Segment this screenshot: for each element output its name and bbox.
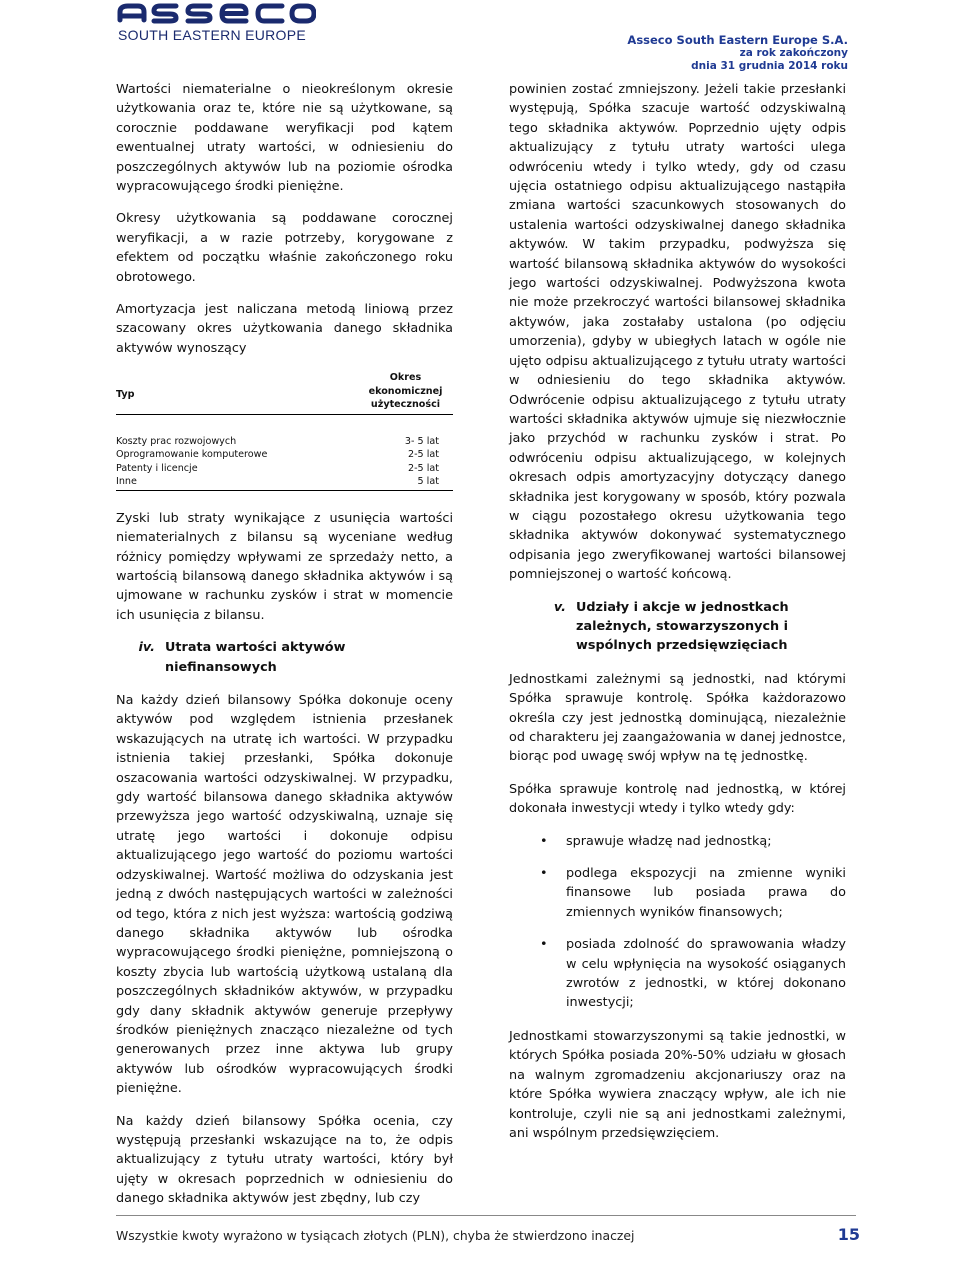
paragraph: Na każdy dzień bilansowy Spółka dokonuje oceny aktywów pod względem istnienia przesłanek wskazujących na utratę ich wartości. W przypadku istnienia takiej przesłanki, Spółka dokonuje oszacowania wartości odzyskiwalnej. W przypadku, gdy wartość bilansowa danego składnika aktywów przewyższa jego wartość odzyskiwalną, uznaje się utratę jego wartości i dokonuje odpisu aktualizującego jego wartość do poziomu wartości odzyskiwalnej. Wartość możliwa do odzyskania jest jedną z dwóch następujących wartości w zależności od tego, która z nich jest wyższa: wartością godziwą danego składnika aktywów lub ośrodka wypracowującego środki pieniężne, pomniejszoną o koszty zbycia lub wartością użytkową ustalaną dla poszczególnych składników aktywów, w przypadku gdy dany składnik aktywów generuje przepływy środków pieniężnych znacząco niezależne od tych generowanych przez inne aktywa lub grupy aktywów lub ośrodków wypracowujących środki pieniężne.	[116, 693, 453, 1097]
table-body	[116, 435, 453, 491]
section-number: iv.	[138, 640, 155, 656]
bullet-icon: •	[540, 866, 548, 882]
row-type: Koszty prac rozwojowych	[116, 435, 237, 447]
report-period-line2: dnia 31 grudnia 2014 roku	[691, 60, 848, 72]
paragraph: Amortyzacja jest naliczana metodą liniową przez szacowany okres użytkowania danego składnika aktywów wynoszący	[116, 302, 453, 356]
paragraph: Jednostkami zależnymi są jednostki, nad którymi Spółka sprawuje kontrolę. Spółka każdorazowo określa czy jest jednostką dominującą, niezależnie od charakteru jej zaangażowania w danej jednostce, biorąc pod uwagę swój wpływ na tę jednostkę.	[509, 671, 846, 765]
table-row	[116, 475, 453, 489]
row-type: Patenty i licencje	[116, 462, 198, 474]
section-heading-iv	[116, 638, 453, 677]
section-title: Utrata wartości aktywów niefinansowych	[165, 640, 346, 675]
control-criteria-list	[509, 832, 846, 1013]
bullet-icon: •	[540, 833, 548, 849]
paragraph: powinien zostać zmniejszony. Jeżeli takie przesłanki występują, Spółka szacuje wartość odzyskiwalną tego składnika aktywów. Poprzednio ujęty odpis aktualizujący z tytułu utraty wartości ulega odwróceniu wtedy i tylko wtedy, gdy od czasu ujęcia ostatniego odpisu aktualizującego nastąpiła zmiana wartości szacunkowych stosowanych do ustalenia wartości odzyskiwalnej danego składnika aktywów. W takim przypadku, podwyższa się wartość bilansową składnika aktywów do wysokości jego wartości odzyskiwalnej. Podwyższona kwota nie może przekroczyć wartości bilansowej składnika aktywów, jaka zostałaby ustalona (po odjęciu umorzenia), gdyby w ubiegłych latach w ogóle nie ujęto odpisu aktualizującego z tytułu utraty wartości w odniesieniu do tego składnika aktywów. Odwrócenie odpisu aktualizującego z tytułu utraty wartości składnika aktywów ujmuje się niezwłocznie jako przychód w rachunku zysków i strat. Po odwróceniu odpisu aktualizującego, w kolejnych okresach odpis amortyzacyjny dotyczący danego składnika jest korygowany w sposób, który pozwala w ciągu pozostałego okresu użytkowania tego składnika aktywów dokonywać systematycznego odpisania jego zweryfikowanej wartości bilansowej pomniejszonej o wartość końcową.	[509, 82, 846, 583]
row-period: 2-5 lat	[407, 462, 439, 474]
paragraph: Jednostkami stowarzyszonymi są takie jednostki, w których Spółka posiada 20%-50% udziału w głosach na walnym zgromadzeniu akcjonariuszy oraz na które Spółka wywiera znaczący wpływ, ale ich nie kontroluje, czyli nie są ani jednostkami zależnymi, ani wspólnym przedsięwzięciem.	[509, 1028, 846, 1141]
paragraph: Na każdy dzień bilansowy Spółka ocenia, czy występują przesłanki wskazujące na to, że odpis aktualizujący z tytułu utraty wartości, który był ujęty w okresach poprzednich w odniesieniu do danego składnika aktywów jest zbędny, lub czy	[116, 1113, 453, 1207]
paragraph: Spółka sprawuje kontrolę nad jednostką, w której dokonała inwestycji wtedy i tylko wtedy gdy:	[509, 781, 846, 817]
list-item-text: posiada zdolność do sprawowania władzy w celu wpłynięcia na wysokość osiąganych zwrotów z jednostki, w której dokonano inwestycji;	[566, 937, 846, 1011]
row-type: Inne	[116, 476, 137, 488]
section-heading-v	[509, 598, 846, 656]
paragraph: Zyski lub straty wynikające z usunięcia wartości niematerialnych z bilansu są wyceniane według różnicy pomiędzy wpływami ze sprzedaży netto, a wartością bilansową danego składnika aktywów i są ujmowane w rachunku zysków i strat w momencie ich usunięcia z bilansu.	[116, 510, 453, 623]
list-item	[509, 935, 846, 1013]
list-item	[509, 864, 846, 922]
row-period: 2-5 lat	[407, 449, 439, 461]
report-header	[627, 34, 848, 73]
company-name: Asseco South Eastern Europe S.A.	[627, 33, 848, 47]
left-column	[116, 80, 453, 1222]
row-period: 3- 5 lat	[404, 435, 439, 447]
amortization-table	[116, 371, 453, 491]
footer-note: Wszystkie kwoty wyrażono w tysiącach złotych (PLN), chyba że stwierdzono inaczej	[116, 1228, 635, 1243]
report-period-line1: za rok zakończony	[739, 47, 848, 59]
page-number: 15	[837, 1225, 860, 1244]
paragraph: Wartości niematerialne o nieokreślonym okresie użytkowania oraz te, które nie są użytkowane, są corocznie poddawane weryfikacji pod kątem ewentualnej utraty wartości, w odniesieniu do poszczególnych aktywów lub na poziomie ośrodka wypracowującego środki pieniężne.	[116, 82, 453, 195]
asseco-wordmark	[116, 2, 316, 24]
section-title: Udziały i akcje w jednostkach zależnych, stowarzyszonych i wspólnych przedsięwzięciach	[576, 599, 789, 654]
row-type: Oprogramowanie komputerowe	[116, 449, 268, 461]
column-header-type: Typ	[116, 389, 135, 401]
section-number: v.	[553, 599, 566, 615]
table-row	[116, 435, 453, 449]
list-item	[509, 832, 846, 851]
list-item-text: podlega ekspozycji na zmienne wyniki finansowe lub posiada prawa do zmiennych wyników finansowych;	[566, 866, 846, 920]
paragraph: Okresy użytkowania są poddawane corocznej weryfikacji, a w razie potrzeby, korygowane z efektem od początku właśnie zakończonego roku obrotowego.	[116, 211, 453, 285]
table-row	[116, 448, 453, 462]
footer-divider	[116, 1215, 856, 1216]
bullet-icon: •	[540, 937, 548, 953]
row-period: 5 lat	[417, 476, 439, 488]
list-item-text: sprawuje władzę nad jednostką;	[566, 833, 772, 849]
column-header-period: Okres ekonomicznej użyteczności	[368, 372, 443, 411]
table-row	[116, 462, 453, 476]
logo-subtitle: SOUTH EASTERN EUROPE	[118, 27, 307, 43]
table-header	[116, 371, 453, 415]
right-column	[509, 80, 846, 1156]
